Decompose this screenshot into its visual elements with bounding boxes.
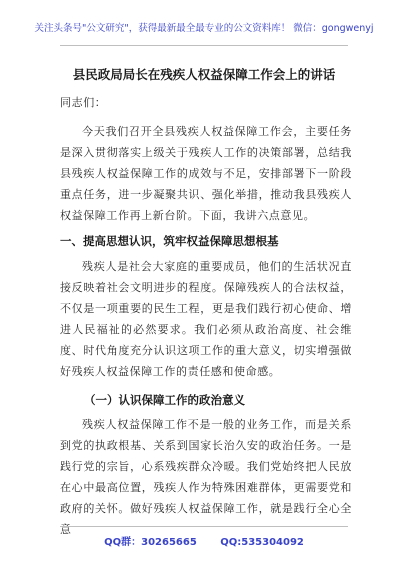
subsection-heading-1: （一）认识保障工作的政治意义 — [84, 393, 245, 407]
qq-label: QQ:535304092 — [220, 537, 304, 548]
footer-divider — [60, 526, 348, 527]
document-title: 县民政局局长在残疾人权益保障工作会上的讲话 — [72, 67, 336, 82]
section-heading-1: 一、提高思想认识，筑牢权益保障思想根基 — [60, 234, 279, 248]
intro-paragraph: 今天我们召开全县残疾人权益保障工作会，主要任务是深入贯彻落实上级关于残疾人工作的决策部署，总结我县残疾人权益保障工作的成效与不足，安排部署下一阶段重点任务，进一步凝聚共识、强化举措，推动我县残疾人权益保障工作再上新台阶。下面，我讲六点意见。 — [60, 125, 352, 222]
qq-group-label: QQ群：30265665 — [104, 537, 197, 548]
header-divider — [60, 45, 348, 46]
footer-contact — [0, 533, 408, 548]
salutation: 同志们： — [60, 96, 107, 109]
subsection-1-paragraph: 残疾人权益保障工作不是一般的业务工作，而是关系到党的执政根基、关系到国家长治久安的政治任务。一是践行党的宗旨，心系残疾群众冷暖。我们党始终把人民放在心中最高位置，残疾人作为特殊困难群体，更需要党和政府的关怀。做好残疾人权益保障工作，就是践行全心全意 — [60, 418, 352, 536]
promo-banner: 关注头条号"公文研究"，获得最新最全最专业的公文资料库！ 微信：gongwenyj — [34, 23, 374, 34]
section-1-paragraph: 残疾人是社会大家庭的重要成员，他们的生活状况直接反映着社会文明进步的程度。保障残疾人的合法权益，不仅是一项重要的民生工程，更是我们践行初心使命、增进人民福祉的必然要求。我们必须从政治高度、社会维度、时代角度充分认识这项工作的重大意义，切实增强做好残疾人权益保障工作的责任感和使命感。 — [60, 260, 352, 378]
